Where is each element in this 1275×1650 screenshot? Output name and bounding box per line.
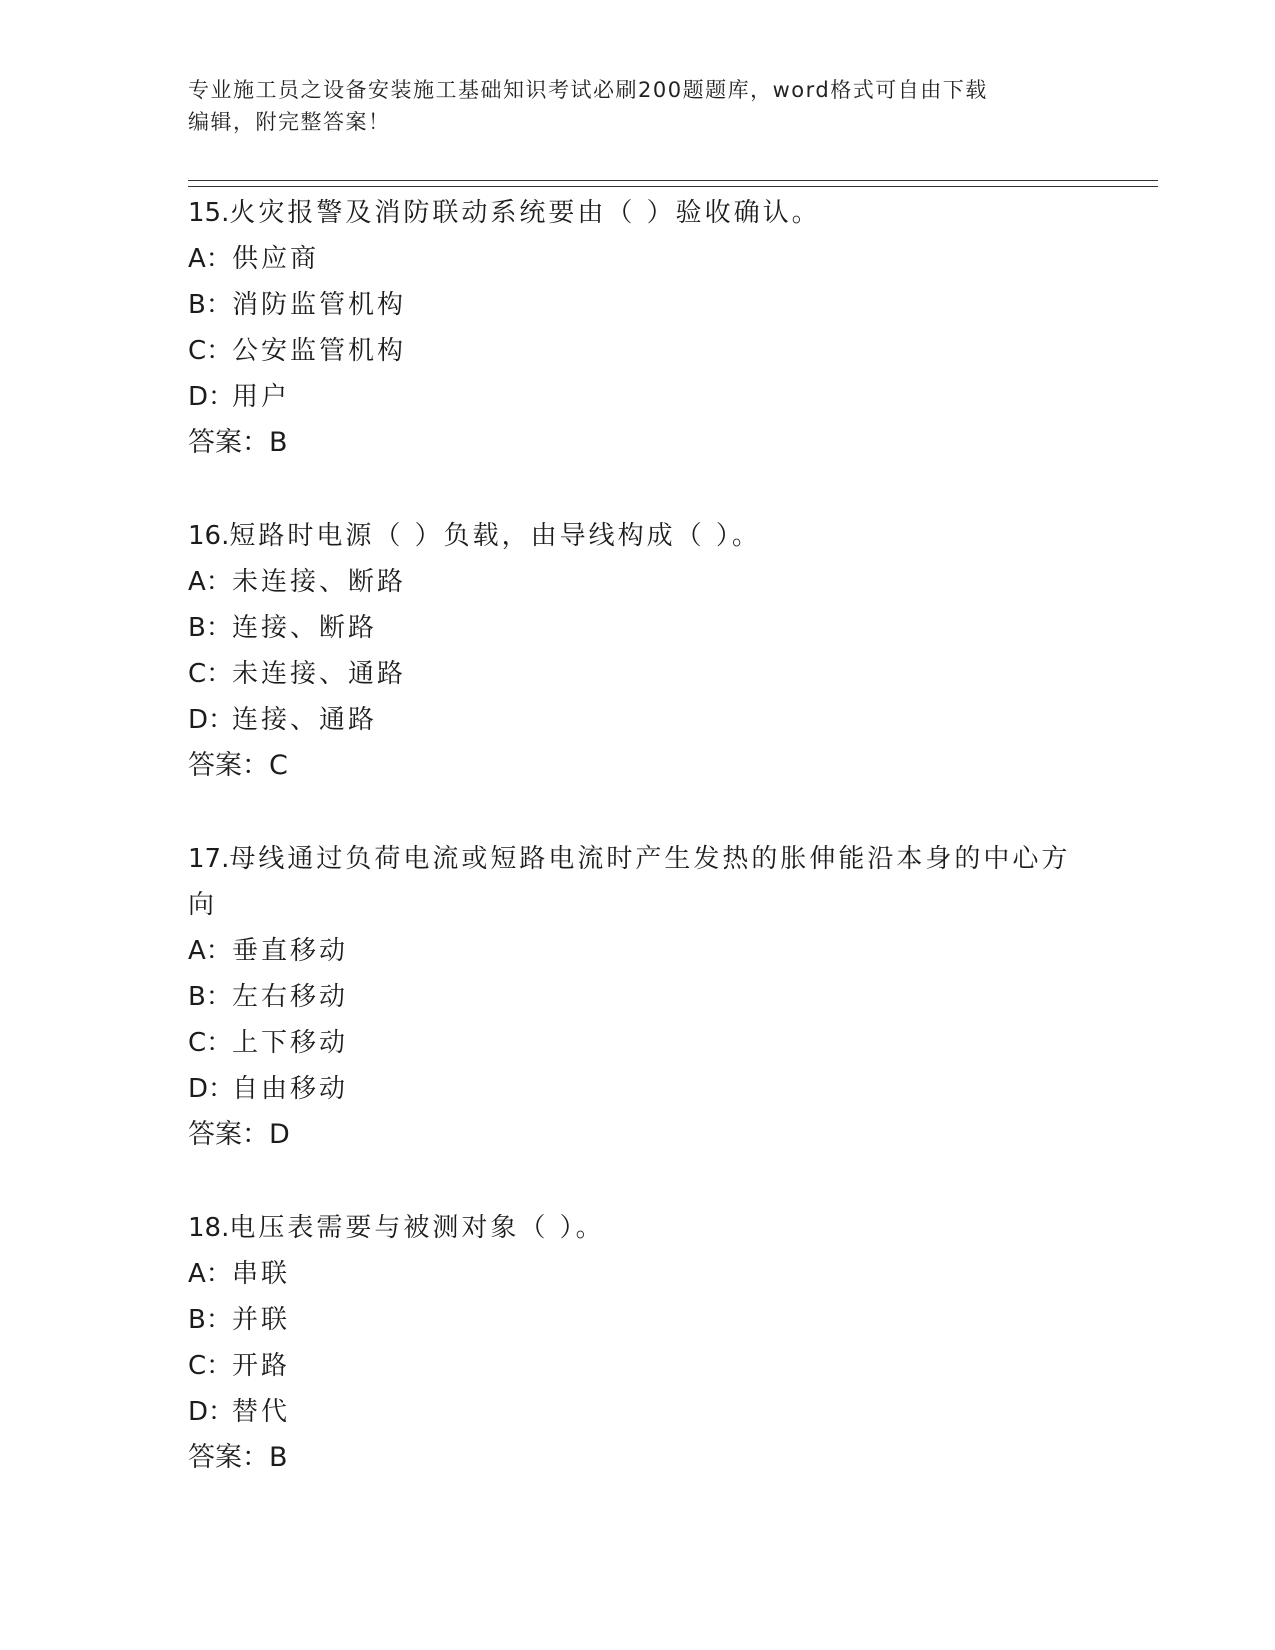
header-divider (188, 180, 1158, 187)
option-text: 自由移动 (232, 1074, 349, 1104)
answer-line: 答案：D (188, 1119, 290, 1150)
answer-line: 答案：B (188, 427, 288, 458)
option-text: 连接、断路 (232, 613, 378, 643)
option-key: C： (188, 659, 233, 689)
option-key: B： (188, 982, 232, 1012)
option-c (188, 328, 1088, 374)
option-text: 并联 (232, 1305, 291, 1335)
question-number: 17. (188, 844, 230, 874)
option-key: A： (188, 1259, 232, 1289)
question-text: 短路时电源（ ）负载，由导线构成（ ）。 (229, 521, 761, 551)
option-a (188, 236, 1088, 282)
option-d (188, 1066, 1088, 1112)
option-text: 垂直移动 (232, 936, 349, 966)
answer-line: 答案：B (188, 1442, 288, 1473)
option-text: 开路 (232, 1351, 291, 1381)
option-text: 公安监管机构 (232, 336, 407, 366)
option-text: 上下移动 (232, 1028, 349, 1058)
option-key: D： (188, 1397, 235, 1427)
option-d (188, 1389, 1088, 1435)
option-key: D： (188, 1074, 235, 1104)
option-key: A： (188, 936, 232, 966)
option-text: 串联 (232, 1259, 291, 1289)
option-a (188, 1251, 1088, 1297)
option-text: 替代 (232, 1397, 291, 1427)
option-b (188, 605, 1088, 651)
question-17 (188, 836, 1088, 1158)
option-d (188, 374, 1088, 420)
question-stem (188, 190, 1088, 236)
option-d (188, 697, 1088, 743)
header-line-1: 专业施工员之设备安装施工基础知识考试必刷200题题库，word格式可自由下载 (188, 78, 988, 102)
question-stem (188, 1205, 1088, 1251)
option-key: A： (188, 567, 232, 597)
question-number: 16. (188, 521, 230, 551)
option-text: 左右移动 (232, 982, 349, 1012)
option-key: D： (188, 705, 235, 735)
question-15 (188, 190, 1088, 466)
option-key: C： (188, 336, 233, 366)
question-text: 电压表需要与被测对象（ ）。 (229, 1213, 605, 1243)
question-stem (188, 836, 1088, 928)
option-key: B： (188, 290, 232, 320)
question-16 (188, 513, 1088, 789)
header-line-2: 编辑，附完整答案！ (188, 110, 391, 134)
option-text: 未连接、断路 (232, 567, 407, 597)
option-key: D： (188, 382, 235, 412)
option-b (188, 1297, 1088, 1343)
option-text: 消防监管机构 (232, 290, 407, 320)
question-text: 母线通过负荷电流或短路电流时产生发热的胀伸能沿本身的中心方向 (188, 844, 1071, 920)
option-text: 未连接、通路 (232, 659, 407, 689)
option-text: 连接、通路 (232, 705, 378, 735)
question-number: 18. (188, 1213, 230, 1243)
option-a (188, 928, 1088, 974)
question-stem (188, 513, 1088, 559)
option-b (188, 974, 1088, 1020)
question-text: 火灾报警及消防联动系统要由（ ）验收确认。 (229, 198, 821, 228)
option-key: C： (188, 1351, 233, 1381)
document-header (188, 74, 1068, 138)
option-a (188, 559, 1088, 605)
option-c (188, 651, 1088, 697)
option-text: 用户 (232, 382, 291, 412)
option-key: C： (188, 1028, 233, 1058)
option-b (188, 282, 1088, 328)
question-number: 15. (188, 198, 230, 228)
option-key: B： (188, 613, 232, 643)
option-c (188, 1343, 1088, 1389)
question-list (188, 190, 1088, 1528)
question-18 (188, 1205, 1088, 1481)
answer-line: 答案：C (188, 750, 288, 781)
option-key: A： (188, 244, 232, 274)
option-c (188, 1020, 1088, 1066)
option-text: 供应商 (232, 244, 320, 274)
option-key: B： (188, 1305, 232, 1335)
